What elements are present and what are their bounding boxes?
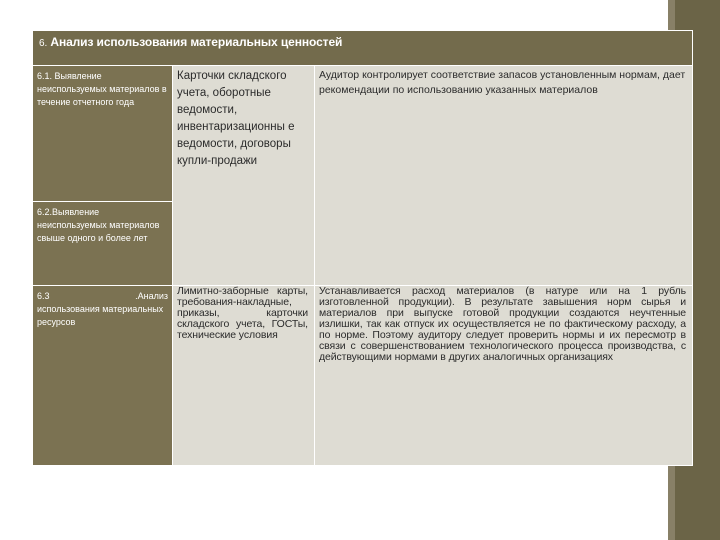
row-documents: Лимитно-заборные карты, требования-накладные, приказы, карточки складского учета, ГОСТы, технические условия — [173, 286, 315, 466]
row-description: Устанавливается расход материалов (в натуре или на 1 рубль изготовленной продукции). В результате завышения норм сырья и материалов при выпуске готовой продукции создаются неучтенные излишки, так как отпуск их осуществляется не по фактическому расходу, а по норме. Поэтому аудитору следует проверить нормы и их пересмотр в связи с совершенствованием технологического процесса производства, с действующими нормами в других аналогичных организациях — [315, 286, 693, 466]
section-title: Анализ использования материальных ценностей — [50, 35, 343, 49]
row-label: 6.1. Выявление неиспользуемых материалов в течение отчетного года — [33, 66, 173, 202]
table-row — [33, 66, 693, 202]
table-row — [33, 286, 693, 466]
row-label-rest: использования материальных ресурсов — [37, 304, 164, 327]
row-label — [33, 286, 173, 466]
table-title — [33, 31, 693, 66]
row-label-number: 6.3 — [37, 291, 50, 301]
section-number: 6. — [39, 38, 48, 49]
materials-analysis-table — [32, 30, 693, 466]
row-documents: Карточки складского учета, оборотные ведомости, инвентаризационны е ведомости, договоры купли-продажи — [173, 66, 315, 286]
row-description: Аудитор контролирует соответствие запасов установленным нормам, дает рекомендации по использованию указанных материалов — [315, 66, 693, 286]
row-label: 6.2.Выявление неиспользуемых материалов свыше одного и более лет — [33, 202, 173, 286]
row-label-word: .Анализ — [135, 291, 168, 301]
table-header-row — [33, 31, 693, 66]
